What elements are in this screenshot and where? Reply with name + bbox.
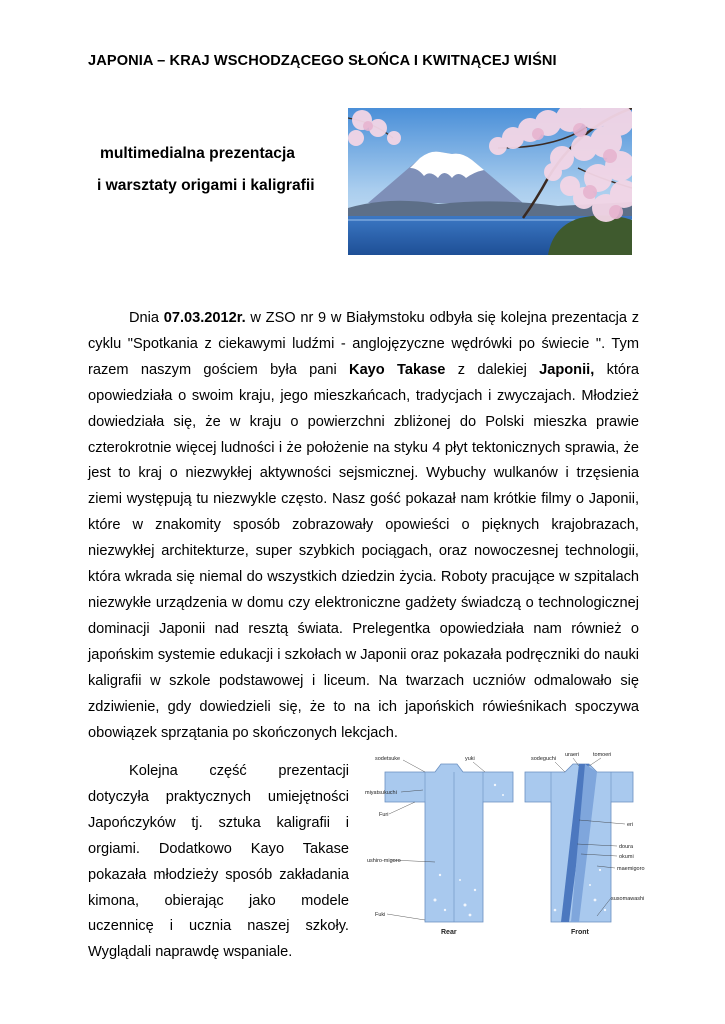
label-okumi: okumi [619, 854, 634, 860]
label-susomawashi: susomawashi [611, 896, 645, 902]
event-date: 07.03.2012r. [163, 310, 246, 326]
label-furi: Furi [379, 812, 389, 818]
subtitle-line-2: i warsztaty origami i kaligrafii [97, 177, 315, 194]
country-name: Japonii, [539, 361, 595, 378]
caption-rear: Rear [441, 929, 457, 936]
label-fuki: Fuki [375, 912, 386, 918]
mount-fuji-cherry-blossom-photo [348, 108, 632, 255]
guest-name: Kayo Takase [349, 361, 446, 378]
document-title: JAPONIA – KRAJ WSCHODZĄCEGO SŁOŃCA I KWITNĄCEJ WIŚNI [88, 53, 557, 69]
kimono-diagram [365, 750, 660, 940]
kimono-front-illustration [525, 752, 645, 936]
label-ushiro-migoro: ushiro-migoro [367, 858, 401, 864]
label-maemigoro: maemigoro [617, 866, 645, 872]
article-paragraph-1: Dnia 07.03.2012r. w ZSO nr 9 w Białymstoku odbyła się kolejna prezentacja z cyklu "Spotkania z ciekawymi ludźmi - anglojęzyczne wędrówki po świecie ". Tym razem naszym gościem była pani Kayo Takase z dalekiej Japonii, która opowiedziała o swoim kraju, jego mieszkańcach, tradycjach i zwyczajach. Młodzież dowiedziała się, że w kraju o powierzchni zbliżonej do Polski mieszka prawie czterokrotnie więcej ludności i że położenie na styku 4 płyt tektonicznych sprawia, że jest to kraj o niezwykłej aktywności sejsmicznej. Wybuchy wulkanów i trzęsienia ziemi występują tu niezwykle często. Nasz gość pokazał nam krótkie filmy o Japonii, które w znakomity sposób zobrazowały opowieści o pięknych krajobrazach, niezwykłej architekturze, super szybkich pociągach, oraz nowoczesnej technologii, która wkrada się niemal do wszystkich dziedzin życia. Roboty pracujące w szpitalach niezwykłe urządzenia w domu czy elektroniczne gadżety świadczą o technologicznej dominacji Japonii nad resztą świata. Prelegentka opowiedziała nam również o japońskim systemie edukacji i szkołach w Japonii oraz pokazała podręczniki do nauki kaligrafii w szkole podstawowej i liceum. Na twarzach uczniów odmalowało się zdziwienie, gdy dowiedzieli się, że to na ich japońskich rówieśnikach spoczywa obowiązek sprzątania po skończonych lekcjach. [88, 310, 640, 741]
label-sodetsuke: sodetsuke [375, 756, 401, 762]
label-eri: eri [627, 822, 634, 828]
subtitle-line-1: multimedialna prezentacja [100, 145, 295, 162]
article-paragraph-2: Kolejna część prezentacji dotyczyła praktycznych umiejętności Japończyków tj. sztuka kaligrafii i orgiami. Dodatkowo Kayo Takase pokazała młodzieży sposób zakładania kimona, obierając jako modele uczennicę i ucznia naszej szkoły. Wyglądali naprawdę wspaniale. [88, 763, 349, 961]
label-uraeri: uraeri [565, 752, 580, 758]
caption-front: Front [571, 929, 589, 936]
kimono-rear-illustration [365, 756, 513, 936]
label-sodeguchi: sodeguchi [531, 756, 557, 762]
label-miyatsukuchi: miyatsukuchi [365, 790, 397, 796]
label-doura: doura [619, 844, 634, 850]
label-yuki: yuki [465, 756, 475, 762]
label-tomoeri: tomoeri [593, 752, 612, 758]
